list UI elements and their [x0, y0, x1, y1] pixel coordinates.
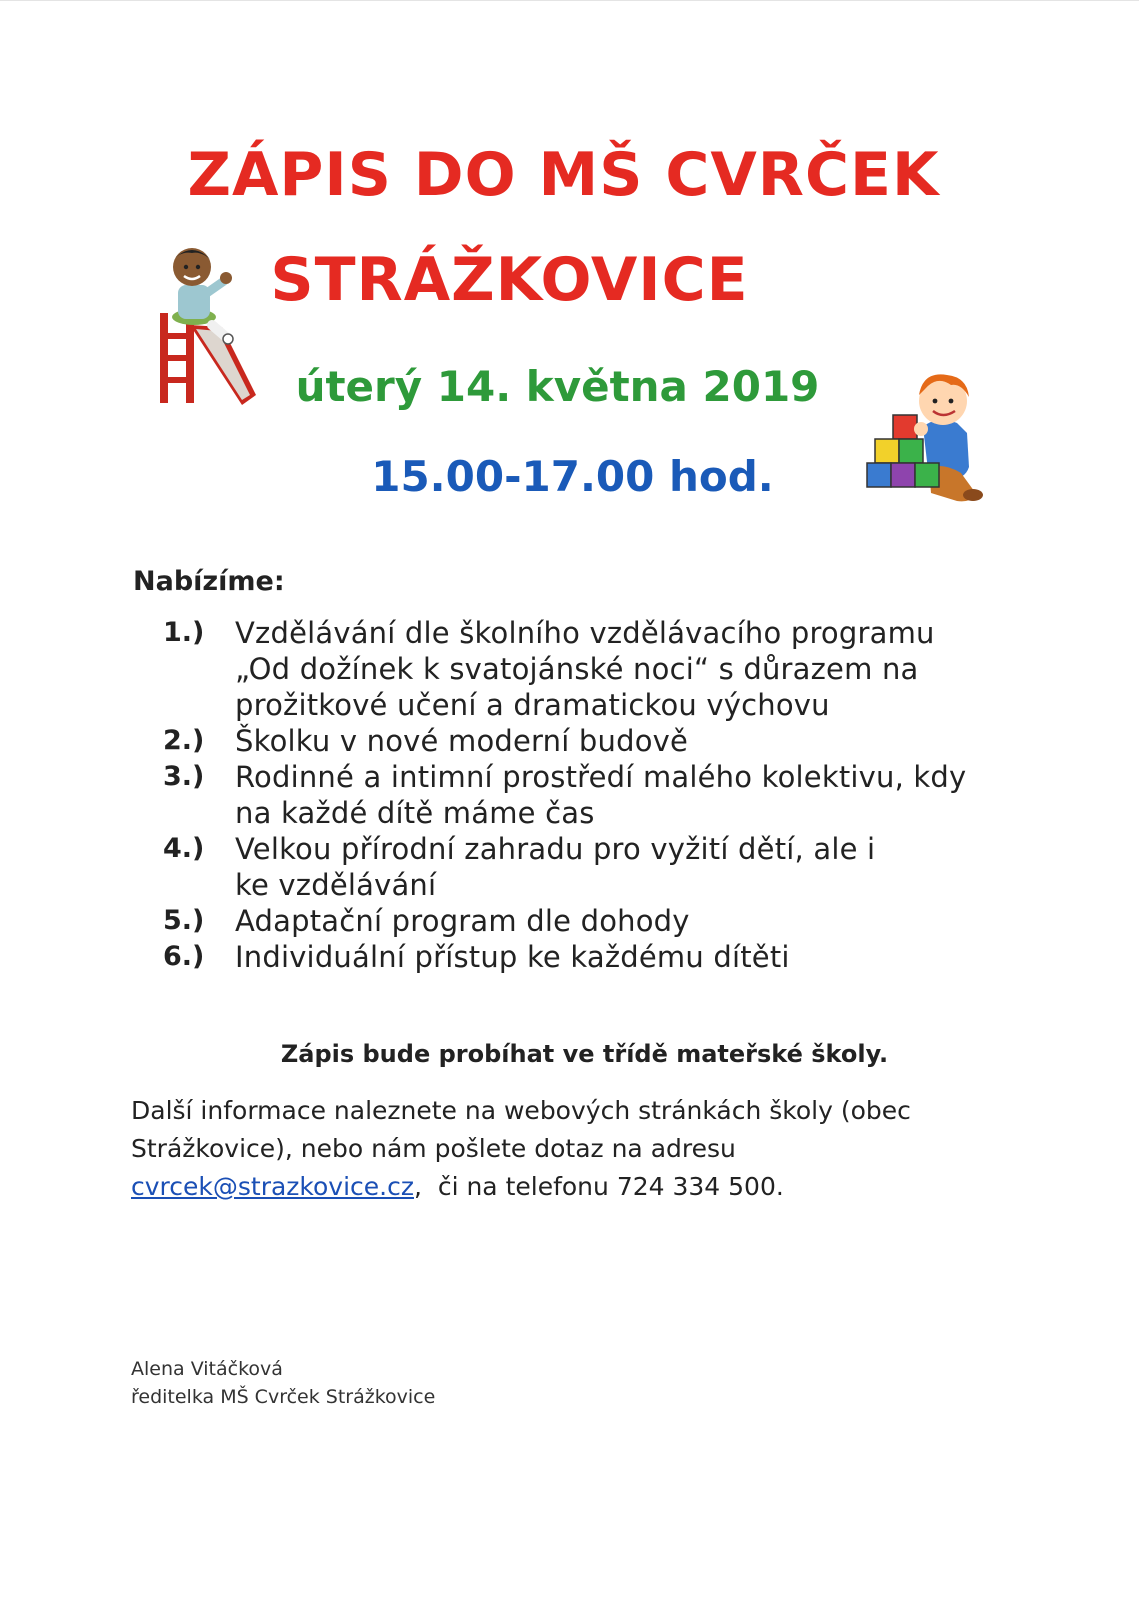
- email-link[interactable]: cvrcek@strazkovice.cz: [131, 1172, 414, 1201]
- item-number: 4.): [163, 833, 205, 864]
- item-number: 6.): [163, 941, 205, 972]
- item-text: Individuální přístup ke každému dítěti: [235, 940, 790, 974]
- enrolment-time: 15.00-17.00 hod.: [371, 452, 774, 501]
- list-item: [0, 903, 1139, 939]
- enrolment-location-note: Zápis bude probíhat ve třídě mateřské školy.: [280, 1040, 889, 1068]
- title-line-2: STRÁŽKOVICE: [270, 245, 749, 315]
- item-number: 5.): [163, 905, 205, 936]
- item-number: 1.): [163, 617, 205, 648]
- item-number: 2.): [163, 725, 205, 756]
- list-item: [0, 723, 1139, 759]
- contact-text: Další informace naleznete na webových stránkách školy (obec Strážkovice), nebo nám pošlete dotaz na adresu: [131, 1096, 911, 1163]
- item-number: 3.): [163, 761, 205, 792]
- item-text: Vzdělávání dle školního vzdělávacího programu „Od dožínek k svatojánské noci“ s důrazem na prožitkové učení a dramatickou výchovu: [235, 616, 935, 722]
- page-edge: [0, 0, 1139, 3]
- contact-paragraph: [131, 1092, 991, 1206]
- contact-phone-text: , či na telefonu 724 334 500.: [413, 1172, 784, 1201]
- item-text: Velkou přírodní zahradu pro vyžití dětí, ale i ke vzdělávání: [235, 832, 876, 902]
- title-line-1: ZÁPIS DO MŠ CVRČEK: [187, 140, 940, 210]
- list-item: [0, 939, 1139, 975]
- offers-heading: Nabízíme:: [133, 566, 285, 597]
- signature-name: Alena Vitáčková: [131, 1358, 283, 1380]
- list-item: [0, 831, 1139, 903]
- item-text: Adaptační program dle dohody: [235, 904, 690, 938]
- item-text: Rodinné a intimní prostředí malého kolektivu, kdy na každé dítě máme čas: [235, 760, 967, 830]
- signature-block: [131, 1355, 435, 1411]
- child-with-blocks-illustration: [865, 367, 995, 509]
- list-item: [0, 615, 1139, 723]
- signature-role: ředitelka MŠ Cvrček Strážkovice: [131, 1386, 436, 1408]
- item-text: Školku v nové moderní budově: [235, 724, 689, 758]
- offers-list: [0, 615, 1139, 975]
- list-item: [0, 759, 1139, 831]
- enrolment-date: úterý 14. května 2019: [295, 362, 820, 411]
